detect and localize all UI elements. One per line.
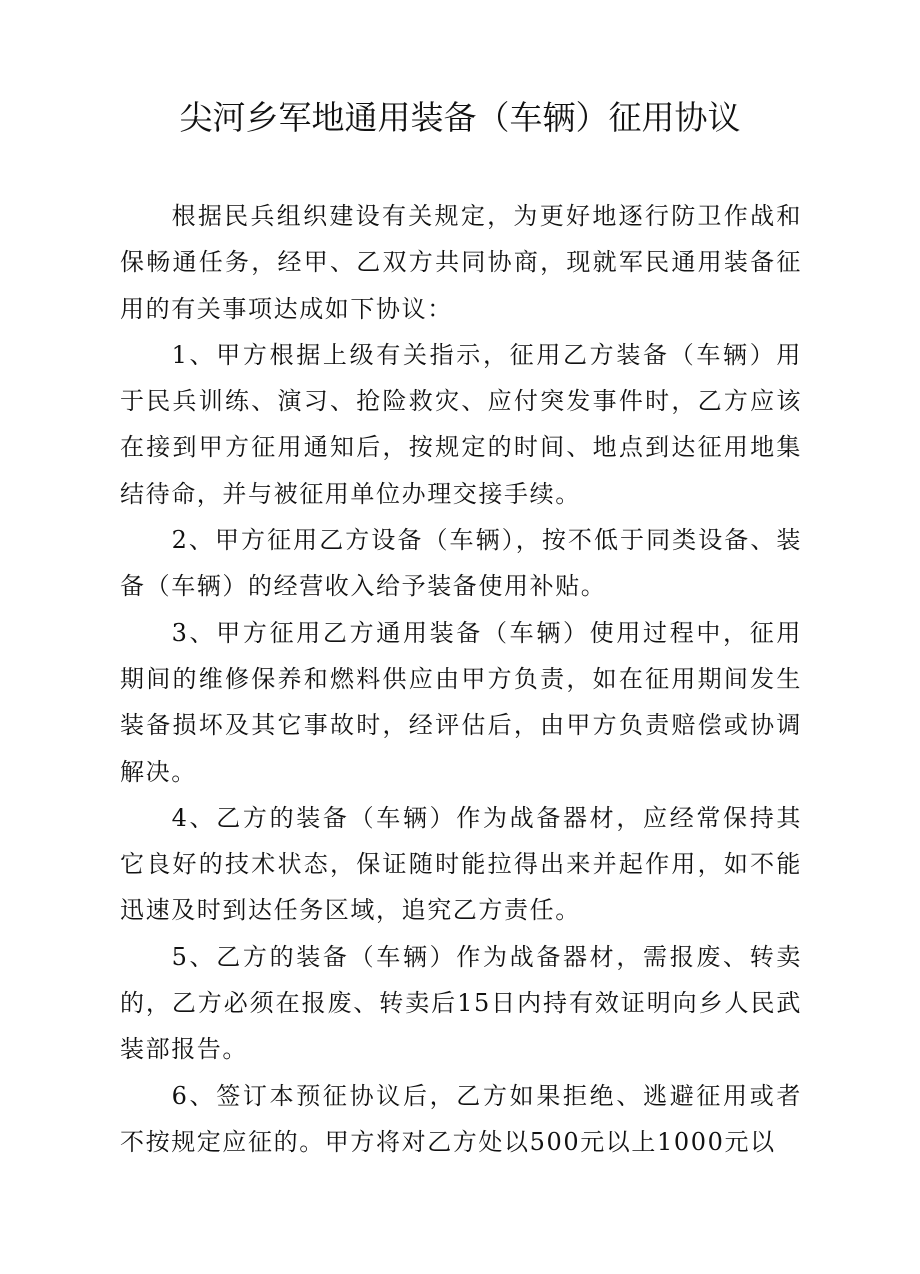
paragraph-intro: 根据民兵组织建设有关规定，为更好地逐行防卫作战和保畅通任务，经甲、乙双方共同协商，现就军民通用装备征用的有关事项达成如下协议：	[120, 202, 802, 323]
paragraph-clause-1: 1、甲方根据上级有关指示，征用乙方装备（车辆）用于民兵训练、演习、抢险救灾、应付突发事件时，乙方应该在接到甲方征用通知后，按规定的时间、地点到达征用地集结待命，并与被征用单位办理交接手续。	[120, 340, 802, 508]
paragraph-clause-3: 3、甲方征用乙方通用装备（车辆）使用过程中，征用期间的维修保养和燃料供应由甲方负责，如在征用期间发生装备损坏及其它事故时，经评估后，由甲方负责赔偿或协调解决。	[120, 618, 802, 786]
document-body	[120, 193, 802, 1165]
paragraph-clause-4: 4、乙方的装备（车辆）作为战备器材，应经常保持其它良好的技术状态，保证随时能拉得出来并起作用，如不能迅速及时到达任务区域，追究乙方责任。	[120, 803, 802, 925]
document-title: 尖河乡军地通用装备（车辆）征用协议	[179, 98, 741, 137]
paragraph-clause-5: 5、乙方的装备（车辆）作为战备器材，需报废、转卖的，乙方必须在报废、转卖后15日内持有效证明向乡人民武装部报告。	[120, 942, 802, 1064]
paragraph-clause-2: 2、甲方征用乙方设备（车辆），按不低于同类设备、装备（车辆）的经营收入给予装备使用补贴。	[120, 526, 802, 601]
paragraph-clause-6: 6、签订本预征协议后，乙方如果拒绝、逃避征用或者不按规定应征的。甲方将对乙方处以500元以上1000元以	[120, 1081, 802, 1156]
